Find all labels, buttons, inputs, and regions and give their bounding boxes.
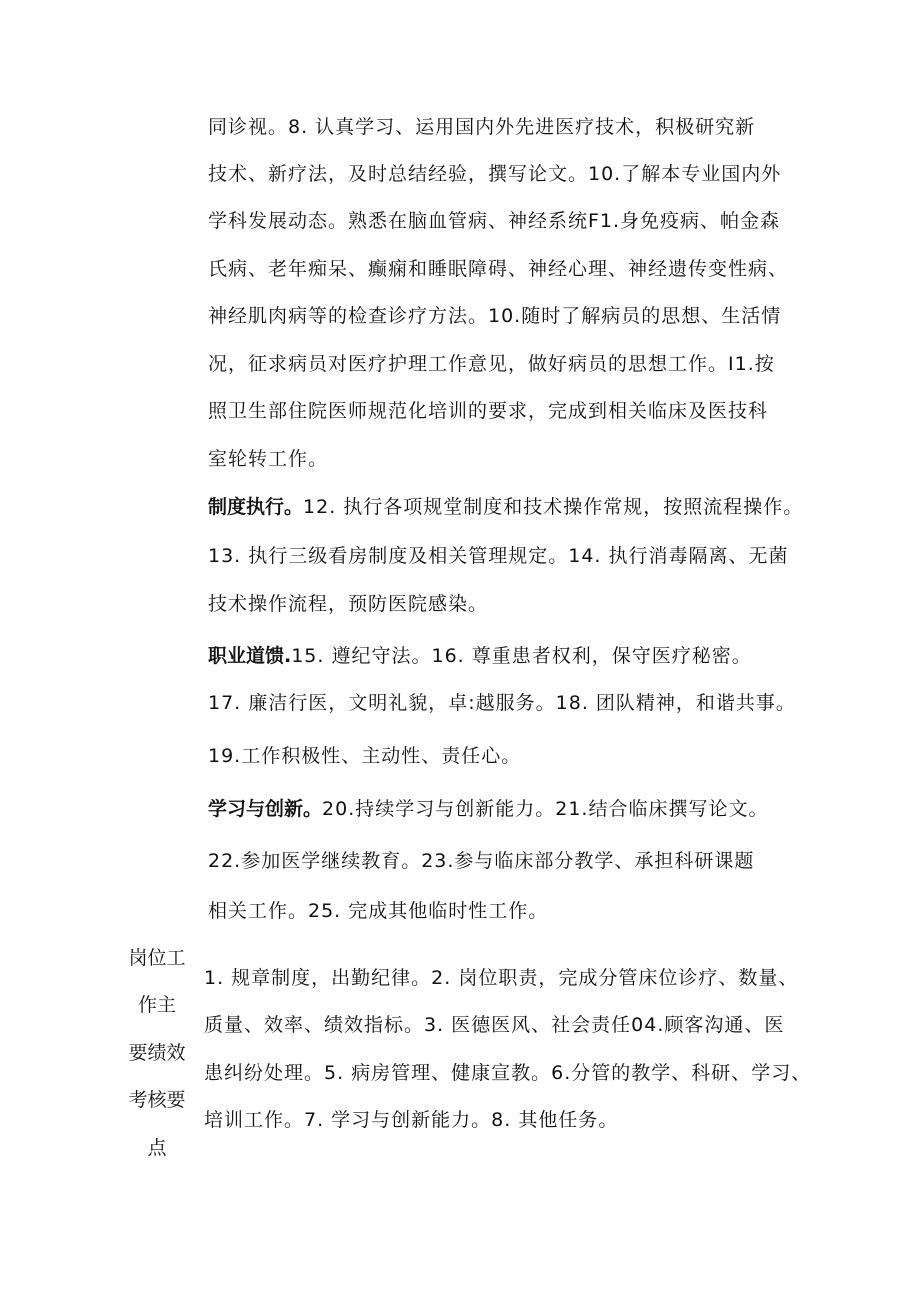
text-line: 技术操作流程，预防医院感染。 xyxy=(208,593,489,615)
kpi-label-line: 要绩效 xyxy=(128,1042,186,1064)
kpi-label-line: 点 xyxy=(147,1137,167,1159)
text-line: 患纠纷处理。5. 病房管理、健康宣教。6.分管的教学、科研、学习、 xyxy=(204,1062,812,1084)
section-text: 15. 遵纪守法。16. 尊重患者权利，保守医疗秘密。 xyxy=(291,645,752,667)
text-line xyxy=(208,494,803,520)
text-line: 同诊视。8. 认真学习、运用国内外先进医疗技术，积极研究新 xyxy=(208,116,756,138)
text-line: 1. 规章制度，出勤纪律。2. 岗位职责，完成分管床位诊疗、数量、 xyxy=(204,967,799,989)
text-line: 相关工作。25. 完成其他临时性工作。 xyxy=(208,900,549,922)
text-line: 照卫生部住院医师规范化培训的要求，完成到相关临床及医技科 xyxy=(208,400,769,422)
section-lead-professional-ethics: 职业道馈. xyxy=(208,645,292,667)
text-line: 神经肌肉病等的检查诊疗方法。10.随时了解病员的思想、生活情 xyxy=(208,305,782,327)
section-lead-system-execution: 制度执行。 xyxy=(208,496,304,518)
text-line: 质量、效率、绩效指标。3. 医德医风、社会责任04.顾客沟通、医 xyxy=(204,1014,785,1036)
text-line: 况，征求病员对医疗护理工作意见，做好病员的思想工作。I1.按 xyxy=(208,353,775,375)
text-line: 学科发展动态。熟悉在脑血管病、神经系统F1.身免疫病、帕金森 xyxy=(208,210,781,232)
text-line xyxy=(208,796,768,822)
text-line: 培训工作。7. 学习与创新能力。8. 其他任务。 xyxy=(204,1109,619,1131)
kpi-label-line: 作主 xyxy=(137,994,176,1016)
section-text: 20.持续学习与创新能力。21.结合临床撰写论文。 xyxy=(322,798,769,820)
section-lead-learning-innovation: 学习与创新。 xyxy=(208,798,323,820)
text-line: 17. 廉洁行医，文明礼貌，卓:越服务。18. 团队精神，和谐共事。 xyxy=(208,692,796,714)
text-line: 氏病、老年痴呆、癫痫和睡眠障碍、神经心理、神经遗传变性病、 xyxy=(208,258,789,280)
text-line xyxy=(208,643,752,669)
text-line: 22.参加医学继续教育。23.参与临床部分教学、承担科研课题 xyxy=(208,850,755,872)
text-line: 室轮转工作。 xyxy=(208,448,329,470)
kpi-label-line: 考核要 xyxy=(128,1089,186,1111)
section-text: 12. 执行各项规堂制度和技术操作常规，按照流程操作。 xyxy=(303,496,804,518)
kpi-label-line: 岗位工 xyxy=(128,947,186,969)
text-line: 13. 执行三级看房制度及相关管理规定。14. 执行消毒隔离、无菌 xyxy=(208,545,789,567)
text-line: 19.工作积极性、主动性、责任心。 xyxy=(208,745,522,767)
text-line: 技术、新疗法，及时总结经验，撰写论文。10.了解本专业国内外 xyxy=(208,163,782,185)
